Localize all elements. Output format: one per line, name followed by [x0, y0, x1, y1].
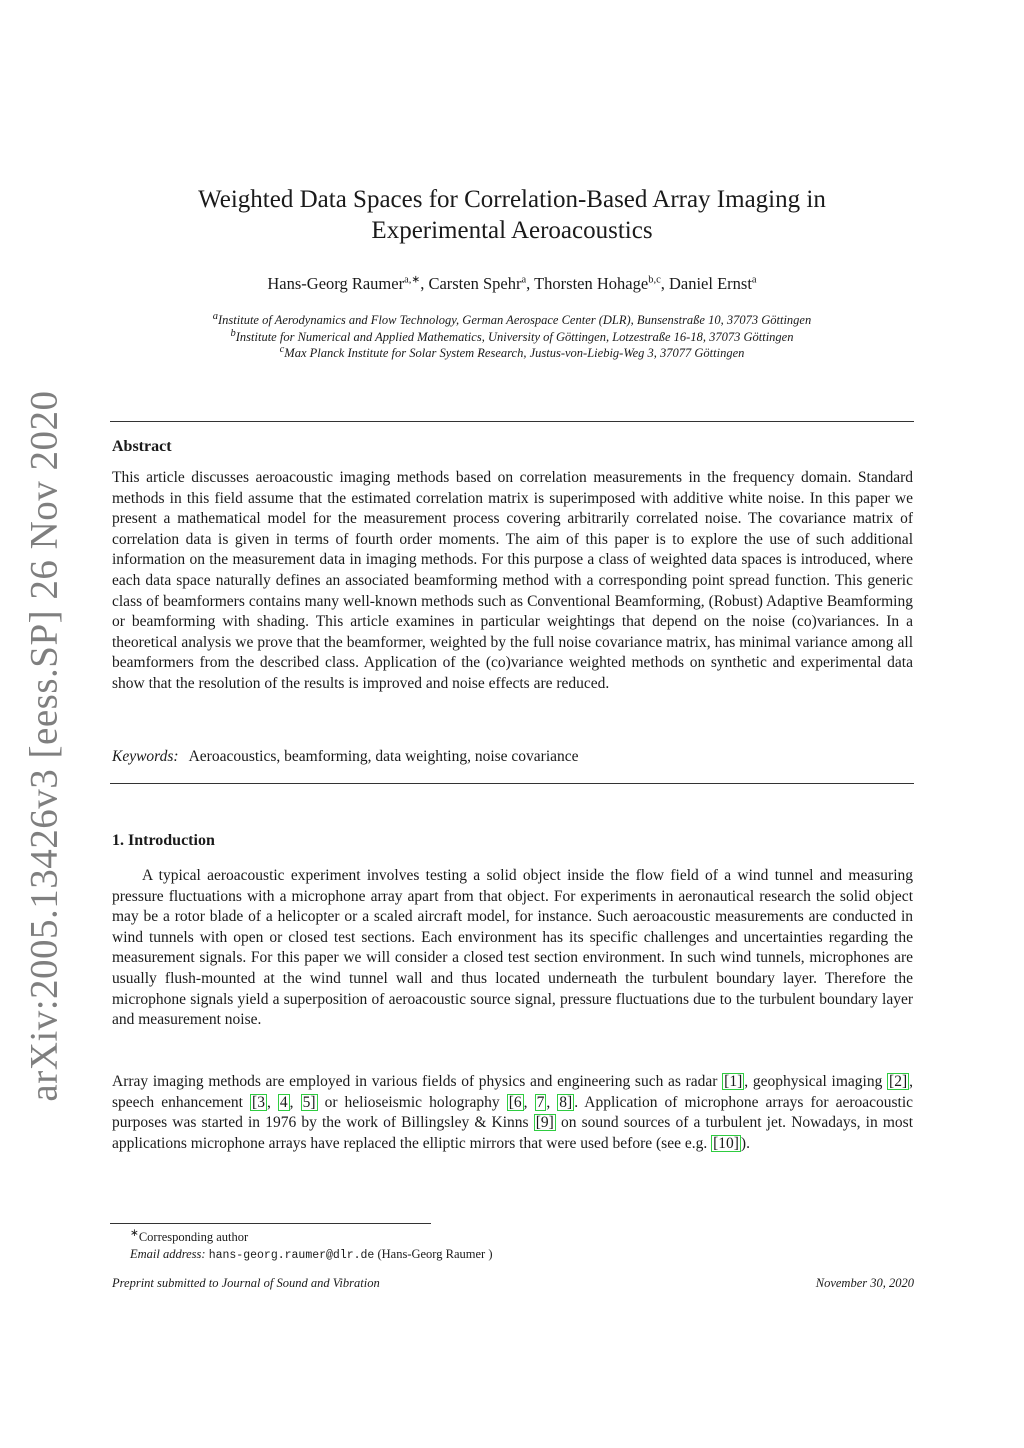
author-name: Thorsten Hohage — [534, 274, 649, 293]
keywords-text: Aeroacoustics, beamforming, data weighting, noise covariance — [188, 748, 579, 765]
citation-link[interactable]: 4 — [279, 1093, 288, 1111]
affiliation-mark: c — [279, 343, 285, 355]
paragraph-text: or helioseismic holography — [317, 1093, 507, 1111]
footnote-corresponding-text: Corresponding author — [138, 1230, 249, 1244]
abstract-bottom-rule — [110, 783, 914, 784]
affiliation-list — [110, 312, 914, 362]
affiliation-item — [110, 312, 914, 329]
citation-separator: , — [523, 1093, 535, 1111]
email-label: Email address: — [130, 1246, 206, 1261]
author-list: Hans-Georg Raumer$^{a,∗}$, Carsten Spehr$^a$, Thorsten Hohage$^{b,c}$, Daniel Ernst$^a$ — [267, 274, 757, 293]
citation-link[interactable]: [1] — [724, 1073, 743, 1090]
citation-link[interactable]: 8] — [559, 1093, 573, 1111]
preprint-date: November 30, 2020 — [815, 1276, 914, 1290]
citation-separator: , — [546, 1093, 558, 1111]
footnote — [130, 1229, 492, 1264]
section-heading-introduction: 1. Introduction — [112, 832, 215, 849]
footnote-email-line — [130, 1246, 492, 1265]
citation-link[interactable]: [3 — [252, 1093, 265, 1111]
affiliation-text: Institute of Aerodynamics and Flow Technology, German Aerospace Center (DLR), Bunsenstraße 10, 37073 Göttingen — [218, 313, 812, 327]
footnote-corresponding — [130, 1229, 492, 1246]
paragraph-text: Array imaging methods are employed in various fields of physics and engineering such as radar — [112, 1073, 723, 1090]
citation-link[interactable]: [2] — [889, 1073, 908, 1090]
author-affiliation-mark: a — [751, 274, 757, 286]
footnote-rule — [110, 1223, 431, 1224]
paragraph-text: , geophysical imaging — [744, 1073, 888, 1090]
author-affiliation-mark: a — [521, 274, 527, 286]
intro-paragraph-2 — [112, 1072, 913, 1154]
paragraph-text: . Application of microphone arrays for aeroacoustic purposes was started in 1976 by the work of Billingsley & Kinns — [112, 1093, 914, 1132]
author-affiliation-mark: a,∗ — [404, 274, 421, 286]
citation-link[interactable]: 5] — [302, 1093, 316, 1111]
abstract-heading: Abstract — [112, 438, 172, 455]
abstract-text: This article discusses aeroacoustic imaging methods based on correlation measurements in the frequency domain. Standard methods in this field assume that the estimated correlation matrix is superimposed with additive white noise. In this paper we present a mathematical model for the measurement process covering arbitrarily correlated noise. The covariance matrix of correlation data is given in terms of fourth order moments. The aim of this paper is to explore the use of such additional information on the measurement data in imaging methods. For this purpose a class of weighted data spaces is introduced, where each data space naturally defines an associated beamforming method with a corresponding point spread function. This generic class of beamformers contains many well-known methods such as Conventional Beamforming, (Robust) Adaptive Beamforming or beamforming with shading. This article examines in particular weightings that depend on the noise (co)variances. In a theoretical analysis we prove that the beamformer, weighted by the full noise covariance matrix, has minimal variance among all beamformers from the described class. Application of the (co)variance weighted methods on synthetic and experimental data show that the resolution of the results is improved and noise effects are reduced. — [112, 469, 913, 692]
keywords — [112, 748, 579, 766]
author-affiliation-mark: b,c — [648, 274, 661, 286]
email-link[interactable]: hans-georg.raumer@dlr.de — [208, 1248, 375, 1262]
email-owner: (Hans-Georg Raumer ) — [377, 1246, 493, 1261]
affiliation-item — [110, 329, 914, 346]
affiliation-item — [110, 345, 914, 362]
paper-title — [110, 184, 914, 246]
affiliation-text: Max Planck Institute for Solar System Research, Justus-von-Liebig-Weg 3, 37077 Göttingen — [284, 346, 745, 360]
intro-paragraph-1: A typical aeroacoustic experiment involves testing a solid object inside the flow field of a wind tunnel and measuring pressure fluctuations with a microphone array apart from that object. For experiments in aeronautical research the solid object may be a rotor blade of a helicopter or a scaled aircraft model, for instance. Such aeroacoustic measurements are conducted in wind tunnels with open or closed test sections. Each environment has its specific challenges and uncertainties regarding the measurement signals. For this paper we will consider a closed test section environment. In such wind tunnels, microphones are usually flush-mounted at the wind tunnel wall and thus located underneath the turbulent boundary layer. Therefore the microphone signals yield a superposition of aeroacoustic source signal, pressure fluctuations due to the turbulent boundary layer and measurement noise. — [112, 867, 913, 1029]
footnote-mark: ∗ — [130, 1227, 139, 1239]
paragraph-text: , speech enhancement — [112, 1073, 913, 1111]
affiliation-mark: b — [230, 327, 236, 339]
citation-link[interactable]: [10] — [713, 1134, 739, 1152]
abstract-top-rule — [110, 421, 914, 422]
affiliation-mark: a — [212, 310, 218, 322]
title-line-2: Experimental Aeroacoustics — [371, 217, 653, 244]
citation-link[interactable]: 7 — [536, 1093, 545, 1111]
title-line-1: Weighted Data Spaces for Correlation-Based Array Imaging in — [198, 186, 826, 213]
author-name: Hans-Georg Raumer — [267, 274, 405, 293]
author-name: Carsten Spehr — [428, 274, 522, 293]
author-name: Daniel Ernst — [668, 274, 752, 293]
citation-link[interactable]: [6 — [508, 1093, 522, 1111]
paragraph-text: on sound sources of a turbulent jet. Nowadays, in most applications microphone arrays have replaced the elliptic mirrors that were used before (see e.g. — [112, 1114, 914, 1152]
citation-separator: , — [266, 1093, 278, 1111]
keywords-label: Keywords: — [112, 748, 179, 765]
preprint-note: Preprint submitted to Journal of Sound and Vibration — [112, 1276, 380, 1290]
arxiv-sidebar-stamp: arXiv:2005.13426v3 [eess.SP] 26 Nov 2020 — [22, 390, 66, 1102]
paragraph-text: ). — [740, 1134, 750, 1152]
affiliation-text: Institute for Numerical and Applied Mathematics, University of Göttingen, Lotzestraße 16-18, 37073 Göttingen — [235, 329, 794, 344]
citation-link[interactable]: [9] — [535, 1114, 554, 1132]
citation-separator: , — [289, 1093, 301, 1111]
